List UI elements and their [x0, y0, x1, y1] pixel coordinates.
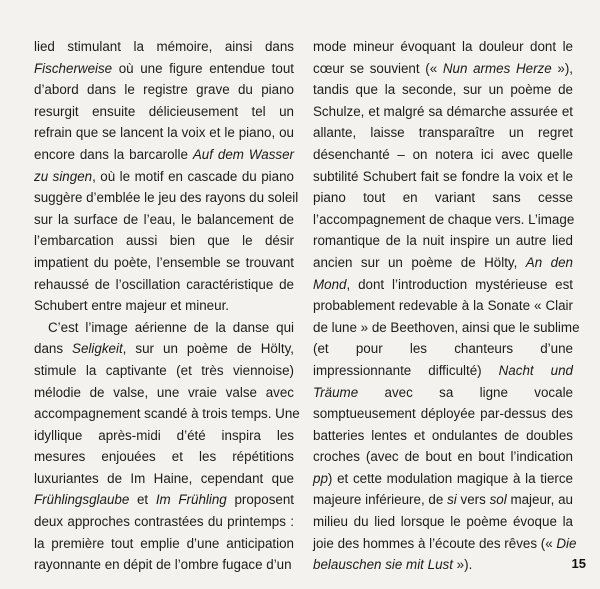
text-run: accompagnement scandé à trois temps. Une — [34, 406, 300, 422]
text-line — [34, 446, 294, 468]
text-line — [313, 468, 573, 490]
text-run: majeure inférieure, de — [313, 492, 448, 508]
text-run: , sur un poème de Hölty, — [122, 341, 294, 357]
text-run: deux approches contrastées du printemps : — [34, 514, 294, 530]
text-line — [313, 79, 573, 101]
italic-title: zu singen — [34, 168, 93, 184]
text-run: désenchanté – on notera ici avec quelle — [313, 146, 573, 162]
text-run: tandis que la seconde, sur un poème de — [313, 82, 573, 98]
text-run: joie des hommes à l’écoute des rêves (« — [313, 535, 557, 551]
italic-title: Die — [556, 535, 577, 551]
italic-title: belauschen sie mit Lust — [313, 557, 453, 573]
text-line — [313, 382, 573, 404]
text-run: probablement redevable à la Sonate « Clair — [313, 298, 573, 314]
text-line — [313, 274, 573, 296]
text-run: rayonnante en dépit de l’ombre fugace d’un — [34, 557, 292, 573]
text-line — [34, 274, 294, 296]
text-run: dans — [34, 341, 73, 357]
text-line — [34, 144, 294, 166]
page-number: 15 — [571, 556, 586, 571]
text-run: impressionnante difficulté) — [313, 362, 499, 378]
text-line — [34, 554, 294, 576]
text-run: l’accompagnement de chaque vers. L’image — [313, 211, 575, 227]
text-line — [34, 317, 294, 339]
italic-title: Im Frühling — [155, 492, 227, 508]
text-run: l’embarcation aussi bien que le désir — [34, 233, 294, 249]
italic-title: sol — [489, 492, 507, 508]
text-line — [34, 382, 294, 404]
text-run: resurgit ensuite délicieusement tel un — [34, 103, 294, 119]
text-run: impatient du poète, l’ensemble se trouvant — [34, 254, 294, 270]
text-line — [34, 360, 294, 382]
text-line — [34, 101, 294, 123]
text-run: encore dans la barcarolle — [34, 146, 193, 162]
text-line — [34, 187, 299, 209]
text-run: subtilité Schubert fait se fondre la voix et le — [313, 168, 573, 184]
text-run: mode mineur évoquant la douleur dont le — [313, 39, 573, 54]
italic-title: Fischerweise — [34, 60, 113, 76]
text-line — [313, 446, 573, 468]
italic-title: Nun armes Herze — [442, 60, 552, 76]
text-line — [313, 252, 573, 274]
text-run: »), — [551, 60, 574, 76]
text-run: piano tout en variant sans cesse — [313, 190, 573, 206]
text-run: batteries lentes et ondulantes de doubles — [313, 427, 573, 443]
text-line — [34, 252, 294, 274]
text-run: (et pour les chanteurs d’une — [313, 341, 573, 357]
text-run: Schubert entre majeur et mineur. — [34, 298, 230, 314]
italic-title: Nacht und — [498, 362, 573, 378]
text-run: mélodie de valse, une vraie valse avec — [34, 384, 294, 400]
text-run: idyllique après-midi d’été inspira les — [34, 427, 294, 443]
text-line — [313, 317, 580, 339]
text-run: proposent — [226, 492, 295, 508]
italic-title: Mond — [313, 276, 347, 292]
text-run: rehaussé de l’oscillation caractéristique de — [34, 276, 294, 292]
text-line — [313, 425, 573, 447]
text-run: Schulze, et malgré sa démarche assurée et — [313, 103, 573, 119]
text-run: de lune » de Beethoven, ainsi que le sublime — [313, 319, 580, 335]
text-line — [313, 209, 573, 231]
text-line — [34, 338, 294, 360]
text-line — [34, 79, 294, 101]
text-line — [313, 360, 573, 382]
left-text-column — [34, 36, 300, 576]
text-line — [34, 166, 294, 188]
text-run: refrain que se lancent la voix et le piano, ou — [34, 125, 294, 141]
text-line — [313, 58, 573, 80]
text-line — [313, 295, 573, 317]
text-run: où une figure entendue tout — [112, 60, 294, 76]
text-line — [313, 533, 577, 555]
text-run: ancien sur un poème de Hölty, — [313, 254, 526, 270]
text-run: »). — [452, 557, 473, 573]
text-line — [313, 166, 573, 188]
text-run: suggère d’emblée le jeu des rayons du soleil — [34, 190, 299, 206]
text-run: vers — [456, 492, 490, 508]
text-line — [313, 230, 573, 252]
text-run: allante, laisse transparaître un regret — [313, 125, 573, 141]
text-run: romantique de la nuit inspire un autre lied — [313, 233, 573, 249]
text-line — [34, 295, 294, 317]
text-run: milieu du lied lorsque le poème évoque la — [313, 514, 573, 530]
text-run: majeur, au — [506, 492, 573, 508]
text-run: d’abord dans le registre grave du piano — [34, 82, 294, 98]
text-run: sur la surface de l’eau, le balancement de — [34, 211, 294, 227]
text-line — [313, 338, 573, 360]
text-line — [34, 511, 294, 533]
text-run: mesures enjouées et les répétitions — [34, 449, 294, 465]
text-run: , dont l’introduction mystérieuse est — [346, 276, 573, 292]
text-line — [34, 209, 294, 231]
text-line — [34, 489, 294, 511]
text-line — [313, 511, 573, 533]
text-line — [313, 122, 573, 144]
text-line — [34, 403, 300, 425]
italic-title: An den — [525, 254, 573, 270]
italic-title: Träume — [313, 384, 359, 400]
text-line — [34, 533, 294, 555]
text-line — [34, 58, 294, 80]
text-run: avec sa ligne vocale — [358, 384, 573, 400]
text-line — [313, 187, 573, 209]
italic-title: Seligkeit — [72, 341, 123, 357]
text-line — [34, 468, 294, 490]
text-run: et — [129, 492, 156, 508]
text-run: C’est l’image aérienne de la danse qui — [48, 319, 294, 335]
text-line — [313, 144, 573, 166]
text-run: ) et cette modulation magique à la tierce — [327, 470, 573, 486]
text-run: croches (avec de bout en bout l’indication — [313, 449, 573, 465]
text-run: , où le motif en cascade du piano — [92, 168, 294, 184]
text-run: luxuriantes de Im Haine, cependant que — [34, 470, 294, 486]
text-line — [313, 489, 573, 511]
italic-title: Frühlingsglaube — [34, 492, 130, 508]
text-line — [34, 425, 294, 447]
text-line — [34, 122, 294, 144]
text-line — [313, 36, 573, 58]
text-run: la première tout emplie d’une anticipation — [34, 535, 294, 551]
text-run: somptueusement déployée par-dessus des — [313, 406, 573, 422]
italic-title: si — [447, 492, 457, 508]
text-line — [313, 403, 573, 425]
text-run: stimule la captivante (et très viennoise) — [34, 362, 294, 378]
text-run: lied stimulant la mémoire, ainsi dans — [34, 39, 294, 54]
text-line — [313, 554, 573, 576]
italic-title: Auf dem Wasser — [192, 146, 294, 162]
italic-title: pp — [313, 470, 328, 486]
text-run: cœur se souvient (« — [313, 60, 443, 76]
text-line — [34, 36, 294, 58]
text-line — [34, 230, 294, 252]
text-line — [313, 101, 573, 123]
